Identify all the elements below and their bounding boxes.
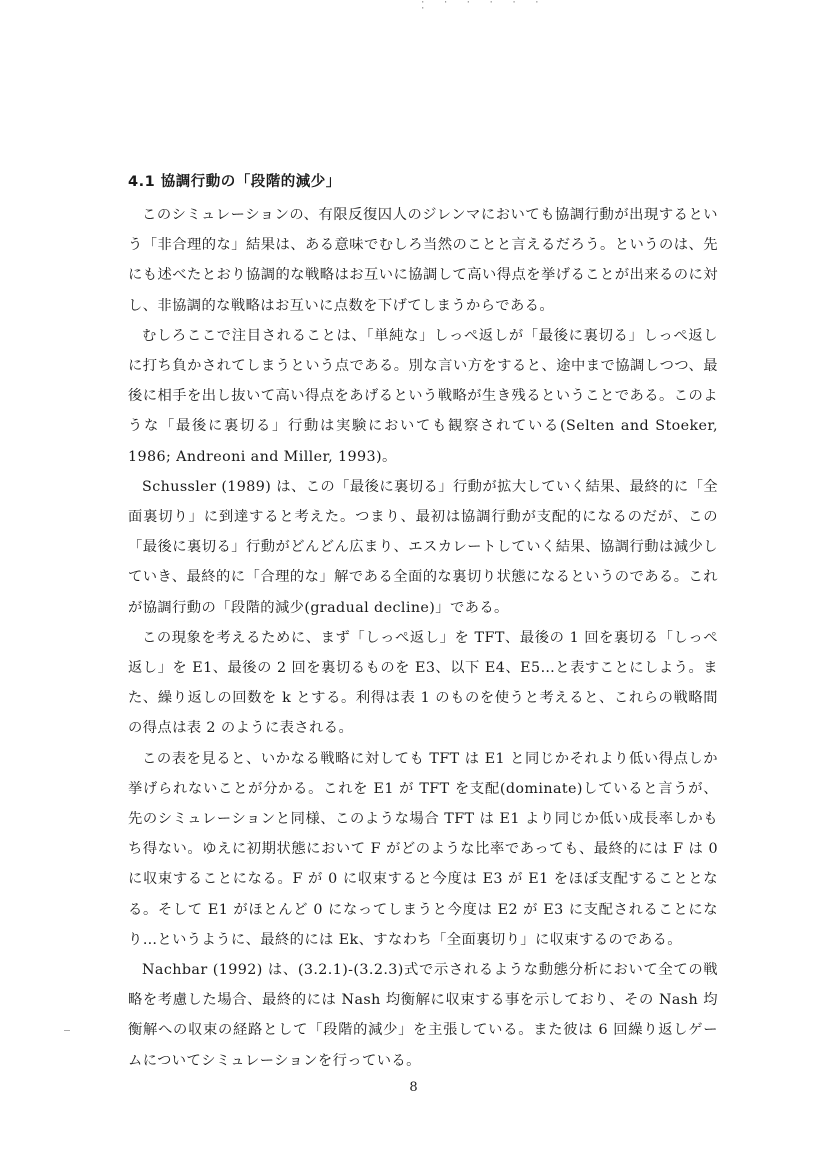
margin-mark (64, 1030, 70, 1031)
paragraph: このシミュレーションの、有限反復囚人のジレンマにおいても協調行動が出現するという「非合理的な」結果は、ある意味でむしろ当然のことと言えるだろう。というのは、先にも述べたとおり協調的な戦略はお互いに協調して高い得点を挙げることが出来るのに対し、非協調的な戦略はお互いに点数を下げてしまうからである。 (128, 207, 718, 314)
scan-artifact: · · · · · · · (420, 0, 546, 14)
paragraph: Nachbar (1992) は、(3.2.1)-(3.2.3)式で示されるような動態分析において全ての戦略を考慮した場合、最終的には Nash 均衡解に収束する事を示しており、その Nash 均衡解への収束の経路として「段階的減少」を主張している。また彼は 6 回繰り返しゲームについてシミュレーションを行っている。 (128, 962, 718, 1069)
paragraph: この表を見ると、いかなる戦略に対しても TFT は E1 と同じかそれより低い得点しか挙げられないことが分かる。これを E1 が TFT を支配(dominate)していると言うが、先のシミュレーションと同様、このような場合 TFT は E1 より同じか低い成長率しかもち得ない。ゆえに初期状態において F がどのような比率であっても、最終的には F は 0 に収束することになる。F が 0 に収束すると今度は E3 が E1 をほぼ支配することとなる。そして E1 がほとんど 0 になってしまうと今度は E2 が E3 に支配されることになり…というように、最終的には Ek、すなわち「全面裏切り」に収束するのである。 (128, 750, 718, 948)
paragraph: Schussler (1989) は、この「最後に裏切る」行動が拡大していく結果、最終的に「全面裏切り」に到達すると考えた。つまり、最初は協調行動が支配的になるのだが、この「最後に裏切る」行動がどんどん広まり、エスカレートしていく結果、協調行動は減少していき、最終的に「合理的な」解である全面的な裏切り状態になるというのである。これが協調行動の「段階的減少(gradual decline)」である。 (128, 478, 718, 616)
paragraph: むしろここで注目されることは、「単純な」しっぺ返しが「最後に裏切る」しっぺ返しに打ち負かされてしまうという点である。別な言い方をすると、途中まで協調しつつ、最後に相手を出し抜いて高い得点をあげるという戦略が生き残るということである。このような「最後に裏切る」行動は実験においても観察されている(Selten and Stoeker, 1986; Andreoni and Miller, 1993)。 (128, 327, 718, 465)
page-number: 8 (409, 1080, 418, 1095)
paragraph: この現象を考えるために、まず「しっぺ返し」を TFT、最後の 1 回を裏切る「しっぺ返し」を E1、最後の 2 回を裏切るものを E3、以下 E4、E5…と表すことにしよう。また、繰り返しの回数を k とする。利得は表 1 のものを使うと考えると、これらの戦略間の得点は表 2 のように表される。 (128, 629, 718, 737)
section-heading: 4.1 協調行動の「段階的減少」 (128, 174, 341, 190)
document-body (128, 168, 718, 1076)
